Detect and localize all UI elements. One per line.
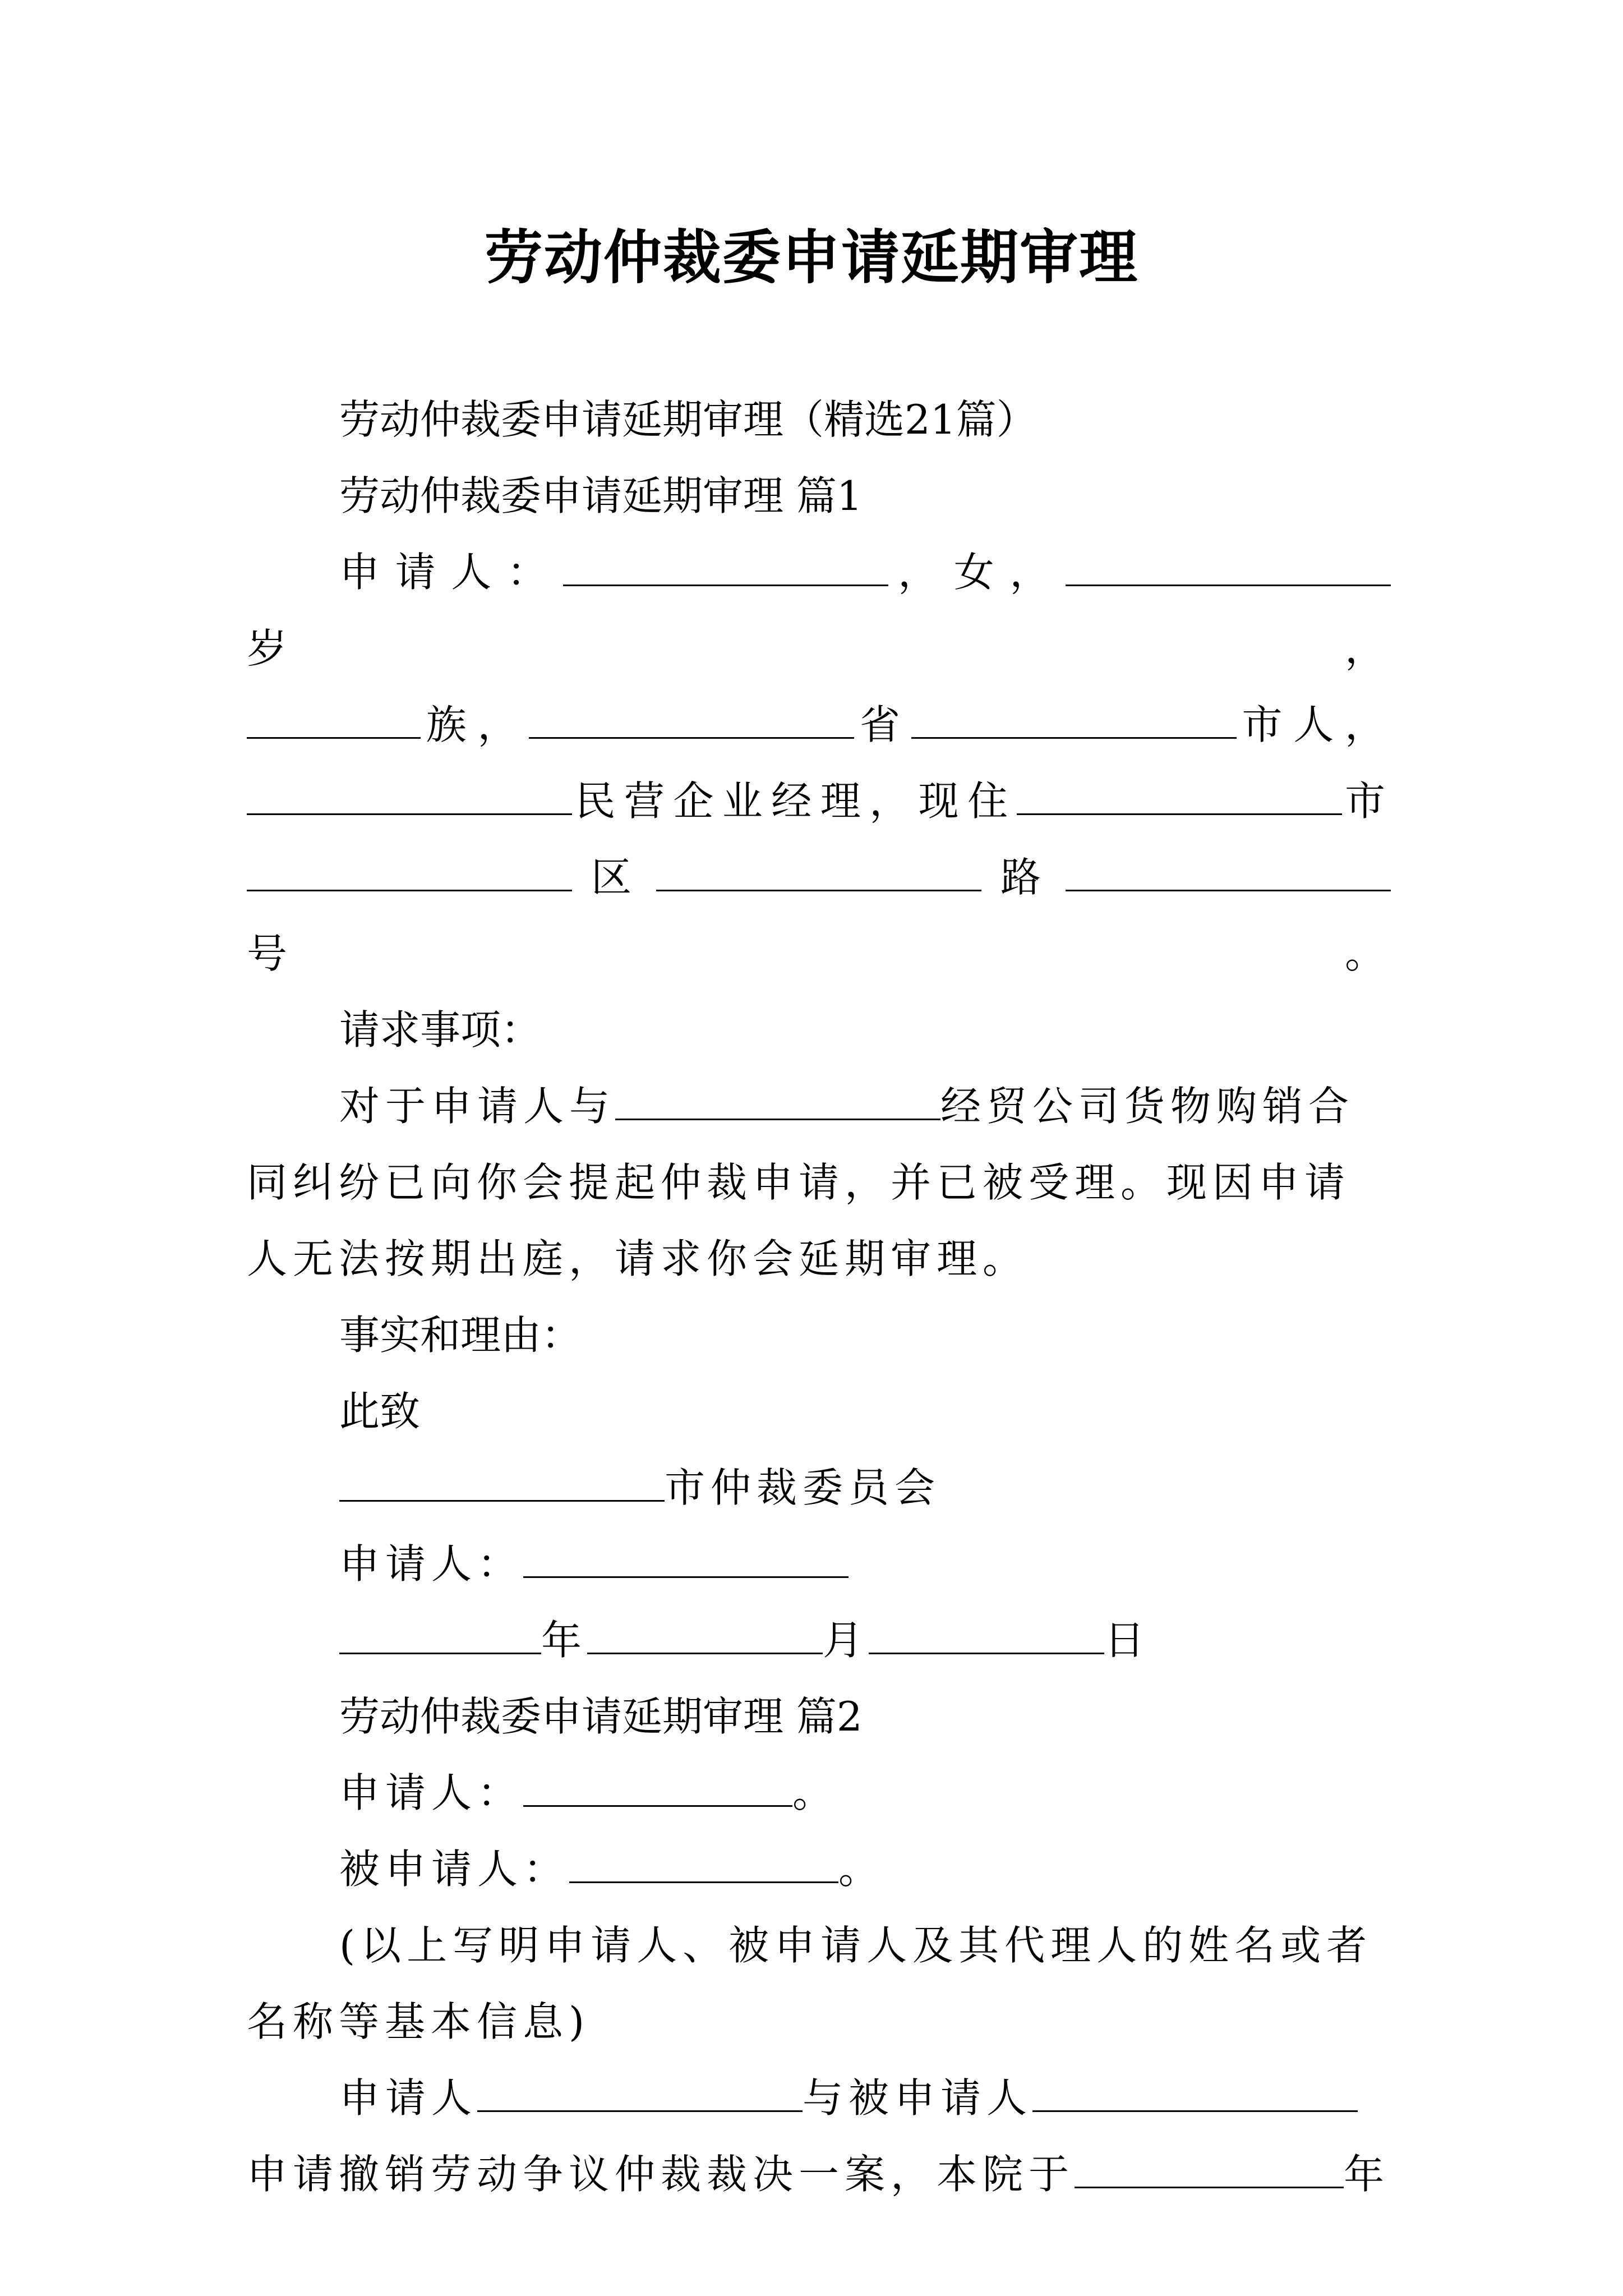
- origin-line: [247, 687, 1391, 763]
- applicant-2-line: [247, 1755, 1391, 1831]
- gender-text: ，女，: [888, 549, 1066, 596]
- section-2-heading: 劳动仲裁委申请延期审理 篇2: [339, 1693, 863, 1740]
- request-label: 请求事项：: [339, 1006, 542, 1053]
- year-blank: [339, 1619, 541, 1654]
- parties-note: (以上写明申请人、被申请人及其代理人的姓名或者名称等基本信息): [247, 1922, 1373, 2045]
- section-1-heading: 劳动仲裁委申请延期审理 篇1: [339, 472, 863, 519]
- city-person-text: 市人，: [1236, 701, 1391, 748]
- ethnicity-blank: [247, 703, 421, 739]
- ethnicity-text: 族，: [421, 701, 529, 748]
- year-text: 年: [541, 1617, 588, 1664]
- applicant-2-label: 申请人：: [339, 1769, 524, 1816]
- facts-label: 事实和理由：: [339, 1312, 582, 1359]
- road-blank: [656, 856, 981, 891]
- respondent-label: 被申请人：: [339, 1846, 570, 1893]
- address-line: [247, 839, 1391, 992]
- number-text: 号。: [247, 930, 1391, 977]
- request-paragraph: [247, 1068, 1391, 1297]
- applicant-line: [247, 534, 1391, 687]
- document-body: [247, 381, 1391, 2212]
- city-text: 市: [1341, 777, 1391, 825]
- request-text-2: 经贸公司货物购销合同纠纷已向你会提起仲裁申请，并已被受理。现因申请人无法按期出庭，请求你会延期审理。: [247, 1083, 1355, 1282]
- age-text: 岁，: [247, 625, 1391, 672]
- request-text-1: 对于申请人与: [339, 1083, 616, 1130]
- respondent-line: [247, 1831, 1391, 1907]
- case-text-1: 申请人: [339, 2074, 478, 2122]
- case-text-3: 申请撤销劳动争议仲裁裁决一案，本院于: [247, 2151, 1075, 2198]
- page-title: 劳动仲裁委申请延期审理: [484, 223, 1138, 292]
- applicant-label: 申请人：: [339, 549, 563, 596]
- occupation-line: [247, 763, 1391, 839]
- case-paragraph: [247, 2060, 1391, 2212]
- city-origin-blank: [911, 703, 1237, 739]
- province-blank: [529, 703, 854, 739]
- district-text: 区: [572, 854, 656, 901]
- signature-line: [247, 1526, 1391, 1602]
- case-text-2: 与被申请人: [803, 2074, 1033, 2122]
- respondent-blank: [569, 1848, 838, 1883]
- month-blank: [587, 1619, 823, 1654]
- name-blank: [563, 551, 888, 586]
- residence-city-blank: [1017, 780, 1342, 815]
- case-applicant-blank: [477, 2077, 803, 2112]
- case-text-4: 年: [1344, 2151, 1390, 2198]
- number-blank: [1066, 856, 1391, 891]
- respondent-end: 。: [838, 1846, 885, 1893]
- age-blank: [1066, 551, 1391, 586]
- road-text: 路: [981, 854, 1066, 901]
- case-respondent-blank: [1032, 2077, 1358, 2112]
- day-text: 日: [1104, 1617, 1151, 1664]
- month-text: 月: [823, 1617, 869, 1664]
- signature-blank: [523, 1543, 849, 1578]
- district-blank: [247, 856, 572, 891]
- date-line: [247, 1602, 1391, 1678]
- applicant-2-end: 。: [792, 1769, 839, 1816]
- company-blank: [615, 1085, 940, 1120]
- day-blank: [869, 1619, 1104, 1654]
- committee-line: [247, 1450, 1391, 1526]
- collection-heading: 劳动仲裁委申请延期审理（精选21篇）: [339, 396, 1037, 443]
- applicant-2-blank: [523, 1772, 792, 1807]
- salutation: 此致: [339, 1388, 421, 1435]
- employer-blank: [247, 780, 572, 815]
- occupation-text: 民营企业经理，现住: [572, 777, 1017, 825]
- committee-text: 市仲裁委员会: [665, 1464, 941, 1511]
- committee-city-blank: [339, 1466, 665, 1502]
- case-year-blank: [1075, 2153, 1344, 2188]
- signature-label: 申请人：: [339, 1540, 524, 1588]
- province-text: 省: [854, 701, 911, 748]
